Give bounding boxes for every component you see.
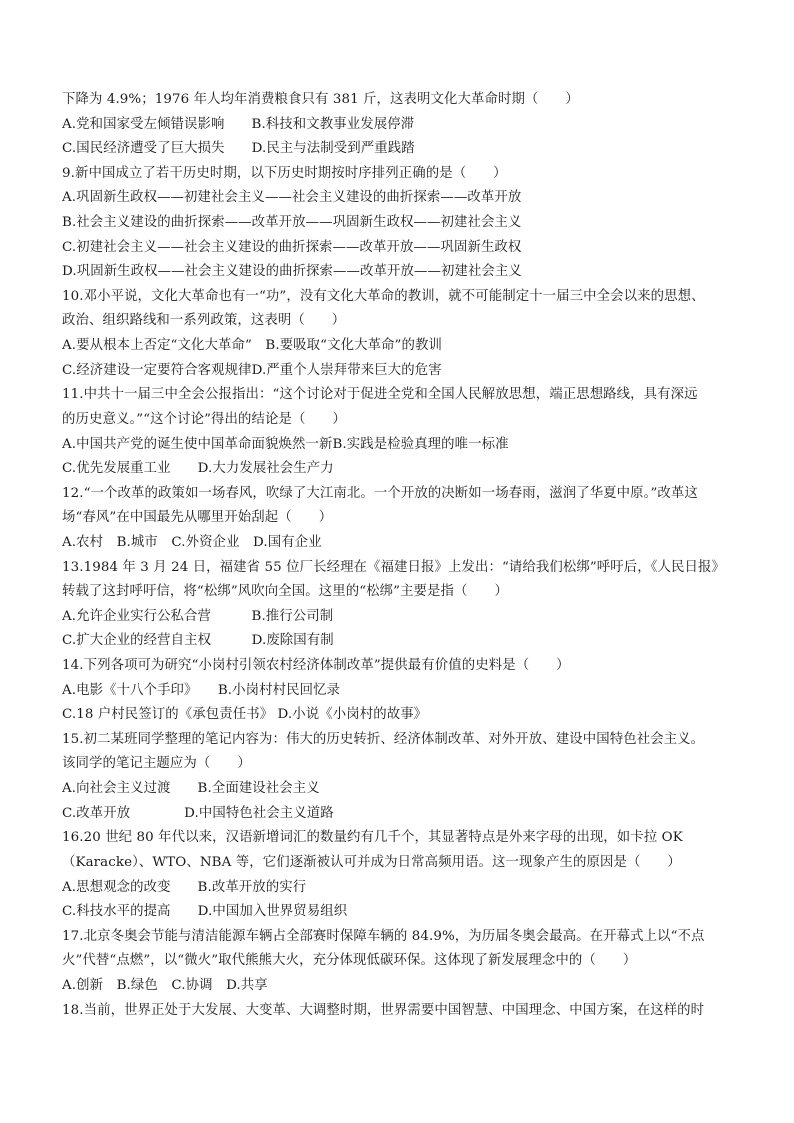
text-line: A.电影《十八个手印》 B.小岗村村民回忆录 (62, 682, 341, 698)
text-line: A.党和国家受左倾错误影响 B.科技和文教事业发展停滞 (62, 116, 415, 132)
text-line: C.优先发展重工业 D.大力发展社会生产力 (62, 461, 334, 477)
text-line: C.国民经济遭受了巨大损失 D.民主与法制受到严重践踏 (62, 141, 415, 157)
text-line: 17.北京冬奥会节能与清洁能源车辆占全部赛时保障车辆的 84.9%，为历届冬奥会最高。在开幕式上以“不点 (62, 928, 705, 944)
text-line: 该同学的笔记主题应为（ ） (62, 756, 251, 772)
text-line: C.改革开放 D.中国特色社会主义道路 (62, 805, 334, 821)
text-line: 11.中共十一届三中全会公报指出：“这个讨论对于促进全党和全国人民解放思想，端正思想路线，具有深远 (62, 387, 698, 403)
text-line: 18.当前，世界正处于大发展、大变革、大调整时期，世界需要中国智慧、中国理念、中国方案，在这样的时 (62, 1002, 705, 1018)
text-line: A.向社会主义过渡 B.全面建设社会主义 (62, 781, 320, 797)
text-line: 12.“一个改革的政策如一场春风，吹绿了大江南北。一个开放的决断如一场春雨，滋润了华夏中原。”改革这 (62, 485, 698, 501)
text-line: B.社会主义建设的曲折探索——改革开放——巩固新生政权——初建社会主义 (62, 215, 522, 231)
text-line: 15.初二某班同学整理的笔记内容为：伟大的历史转折、经济体制改革、对外开放、建设中国特色社会主义。 (62, 731, 705, 747)
text-line: A.中国共产党的诞生使中国革命面貌焕然一新B.实践是检验真理的唯一标准 (62, 436, 509, 452)
text-line: C.科技水平的提高 D.中国加入世界贸易组织 (62, 904, 348, 920)
text-line: A.创新 B.绿色 C.协调 D.共享 (62, 977, 268, 993)
text-line: 场“春风”在中国最先从哪里开始刮起（ ） (62, 510, 333, 526)
text-line: 火”代替“点燃”，以“微火”取代熊熊大火，充分体现低碳环保。这体现了新发展理念中的（ ） (62, 953, 637, 969)
text-line: C.扩大企业的经营自主权 D.废除国有制 (62, 633, 334, 649)
text-line: 9.新中国成立了若干历史时期，以下历史时期按时序排列正确的是（ ） (62, 165, 507, 181)
text-line: （Karacke）、WTO、NBA 等，它们逐渐被认可并成为日常高频用语。这一现象产生的原因是（ ） (62, 854, 681, 870)
text-line: 14.下列各项可为研究“小岗村引领农村经济体制改革”提供最有价值的史料是（ ） (62, 658, 570, 674)
text-line: A.允许企业实行公私合营 B.推行公司制 (62, 608, 334, 624)
text-line: C.初建社会主义——社会主义建设的曲折探索——改革开放——巩固新生政权 (62, 239, 522, 255)
text-line: 下降为 4.9%；1976 年人均年消费粮食只有 381 斤，这表明文化大革命时期（ ） (62, 92, 579, 107)
text-line: C.18 户村民签订的《承包责任书》 D.小说《小岗村的故事》 (62, 707, 428, 723)
text-line: 转载了这封呼吁信，将“松绑”风吹向全国。这里的“松绑”主要是指（ ） (62, 584, 508, 600)
text-line: A.巩固新生政权——初建社会主义——社会主义建设的曲折探索——改革开放 (62, 190, 522, 206)
text-line: 10.邓小平说，文化大革命也有一“功”，没有文化大革命的教训，就不可能制定十一届三中全会以来的思想、 (62, 288, 705, 304)
text-line: A.思想观念的改变 B.改革开放的实行 (62, 879, 307, 895)
text-line: 13.1984 年 3 月 24 日，福建省 55 位厂长经理在《福建日报》上发出：“请给我们松绑”呼吁后，《人民日报》 (62, 559, 725, 575)
text-line: A.农村 B.城市 C.外资企业 D.国有企业 (62, 534, 322, 550)
text-line: D.巩固新生政权——社会主义建设的曲折探索——改革开放——初建社会主义 (62, 264, 522, 280)
text-line: 16.20 世纪 80 年代以来，汉语新增词汇的数量约有几千个，其显著特点是外来字母的出现，如卡拉 OK (62, 830, 683, 846)
text-line: 政治、组织路线和一系列政策，这表明（ ） (62, 313, 346, 329)
text-line: A.要从根本上否定“文化大革命” B.要吸取“文化大革命”的教训 (62, 338, 442, 354)
text-line: 的历史意义。”“这个讨论”得出的结论是（ ） (62, 411, 346, 427)
exam-page (62, 88, 742, 1023)
text-line: C.经济建设一定要符合客观规律D.严重个人崇拜带来巨大的危害 (62, 362, 442, 378)
